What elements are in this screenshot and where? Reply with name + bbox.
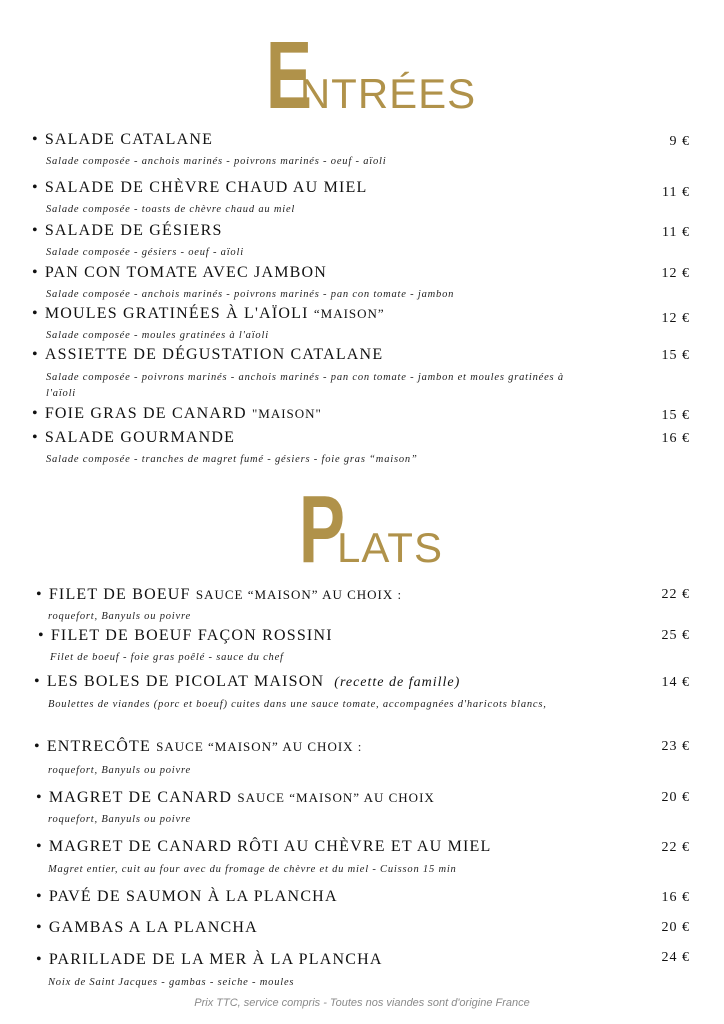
item-price: 11 €: [662, 225, 690, 240]
item-description: Salade composée - moules gratinées à l'aïoli: [46, 330, 269, 341]
item-name: GAMBAS A LA PLANCHA: [48, 919, 258, 936]
item-name: FOIE GRAS DE CANARD: [44, 405, 247, 422]
plats-heading-rest: LATS: [337, 524, 443, 571]
item-description: Salade composée - gésiers - oeuf - aïoli: [46, 247, 244, 258]
item-price: 22 €: [661, 587, 690, 602]
plats-heading-initial: P: [298, 476, 346, 583]
item-description: Salade composée - anchois marinés - poivrons marinés - oeuf - aïoli: [46, 156, 387, 167]
item-price: 24 €: [661, 950, 690, 965]
entrees-heading-initial: E: [265, 22, 312, 129]
item-description: roquefort, Banyuls ou poivre: [48, 814, 191, 825]
item-description: Filet de boeuf - foie gras poêlé - sauce du chef: [50, 652, 284, 663]
item-name: SALADE GOURMANDE: [44, 429, 236, 446]
item-description: Salade composée - anchois marinés - poivrons marinés - pan con tomate - jambon: [46, 289, 455, 300]
item-name: MAGRET DE CANARD: [48, 789, 233, 806]
item-price: 12 €: [661, 311, 690, 326]
item-name: ENTRECÔTE: [46, 738, 151, 755]
item-price: 25 €: [661, 628, 690, 643]
item-description: Boulettes de viandes (porc et boeuf) cuites dans une sauce tomate, accompagnées d'haricots blancs,: [48, 699, 547, 710]
item-name-suffix: “MAISON”: [313, 306, 385, 321]
item-name: PAVÉ DE SAUMON À LA PLANCHA: [48, 888, 338, 905]
item-price: 16 €: [661, 431, 690, 446]
item-name: SALADE CATALANE: [44, 131, 214, 148]
item-description: Magret entier, cuit au four avec du fromage de chèvre et du miel - Cuisson 15 min: [48, 864, 457, 875]
item-name-suffix: "MAISON": [251, 406, 322, 421]
plats-heading: [0, 478, 724, 588]
item-price: 16 €: [661, 890, 690, 905]
item-name: PAN CON TOMATE AVEC JAMBON: [44, 264, 328, 281]
item-name: MAGRET DE CANARD RÔTI AU CHÈVRE ET AU MIEL: [48, 838, 492, 855]
item-name-suffix: SAUCE “MAISON” AU CHOIX :: [195, 587, 403, 602]
item-price: 12 €: [661, 266, 690, 281]
entrees-heading: [0, 24, 724, 134]
item-description: Noix de Saint Jacques - gambas - seiche - moules: [48, 977, 295, 988]
item-description: roquefort, Banyuls ou poivre: [48, 611, 191, 622]
item-name: FILET DE BOEUF FAÇON ROSSINI: [50, 627, 333, 644]
item-description: Salade composée - poivrons marinés - anchois marinés - pan con tomate - jambon et moules gratinées à l'aïoli: [46, 372, 564, 399]
item-name: FILET DE BOEUF: [48, 586, 191, 603]
item-description: roquefort, Banyuls ou poivre: [48, 765, 191, 776]
item-name: PARILLADE DE LA MER À LA PLANCHA: [48, 951, 383, 968]
item-price: 11 €: [662, 185, 690, 200]
item-price: 15 €: [661, 348, 690, 363]
item-price: 15 €: [661, 408, 690, 423]
item-description: Salade composée - tranches de magret fumé - gésiers - foie gras “maison”: [46, 454, 418, 465]
item-name-suffix: SAUCE “MAISON” AU CHOIX :: [156, 739, 363, 754]
item-name: ASSIETTE DE DÉGUSTATION CATALANE: [44, 346, 384, 363]
entrees-heading-rest: NTRÉES: [299, 70, 477, 117]
item-name-suffix: SAUCE “MAISON” AU CHOIX: [237, 790, 435, 805]
item-price: 14 €: [661, 675, 690, 690]
item-price: 22 €: [661, 840, 690, 855]
item-name: LES BOLES DE PICOLAT MAISON: [46, 673, 325, 690]
item-price: 20 €: [661, 920, 690, 935]
item-price: 20 €: [661, 790, 690, 805]
item-name: MOULES GRATINÉES À L'AÏOLI: [44, 305, 309, 322]
footer-note: Prix TTC, service compris - Toutes nos viandes sont d'origine France: [194, 997, 530, 1009]
item-name: SALADE DE GÉSIERS: [44, 222, 223, 239]
item-description: Salade composée - toasts de chèvre chaud au miel: [46, 204, 296, 215]
item-name: SALADE DE CHÈVRE CHAUD AU MIEL: [44, 179, 368, 196]
item-name-note: (recette de famille): [334, 675, 461, 690]
item-price: 23 €: [661, 739, 690, 754]
item-price: 9 €: [669, 134, 690, 149]
